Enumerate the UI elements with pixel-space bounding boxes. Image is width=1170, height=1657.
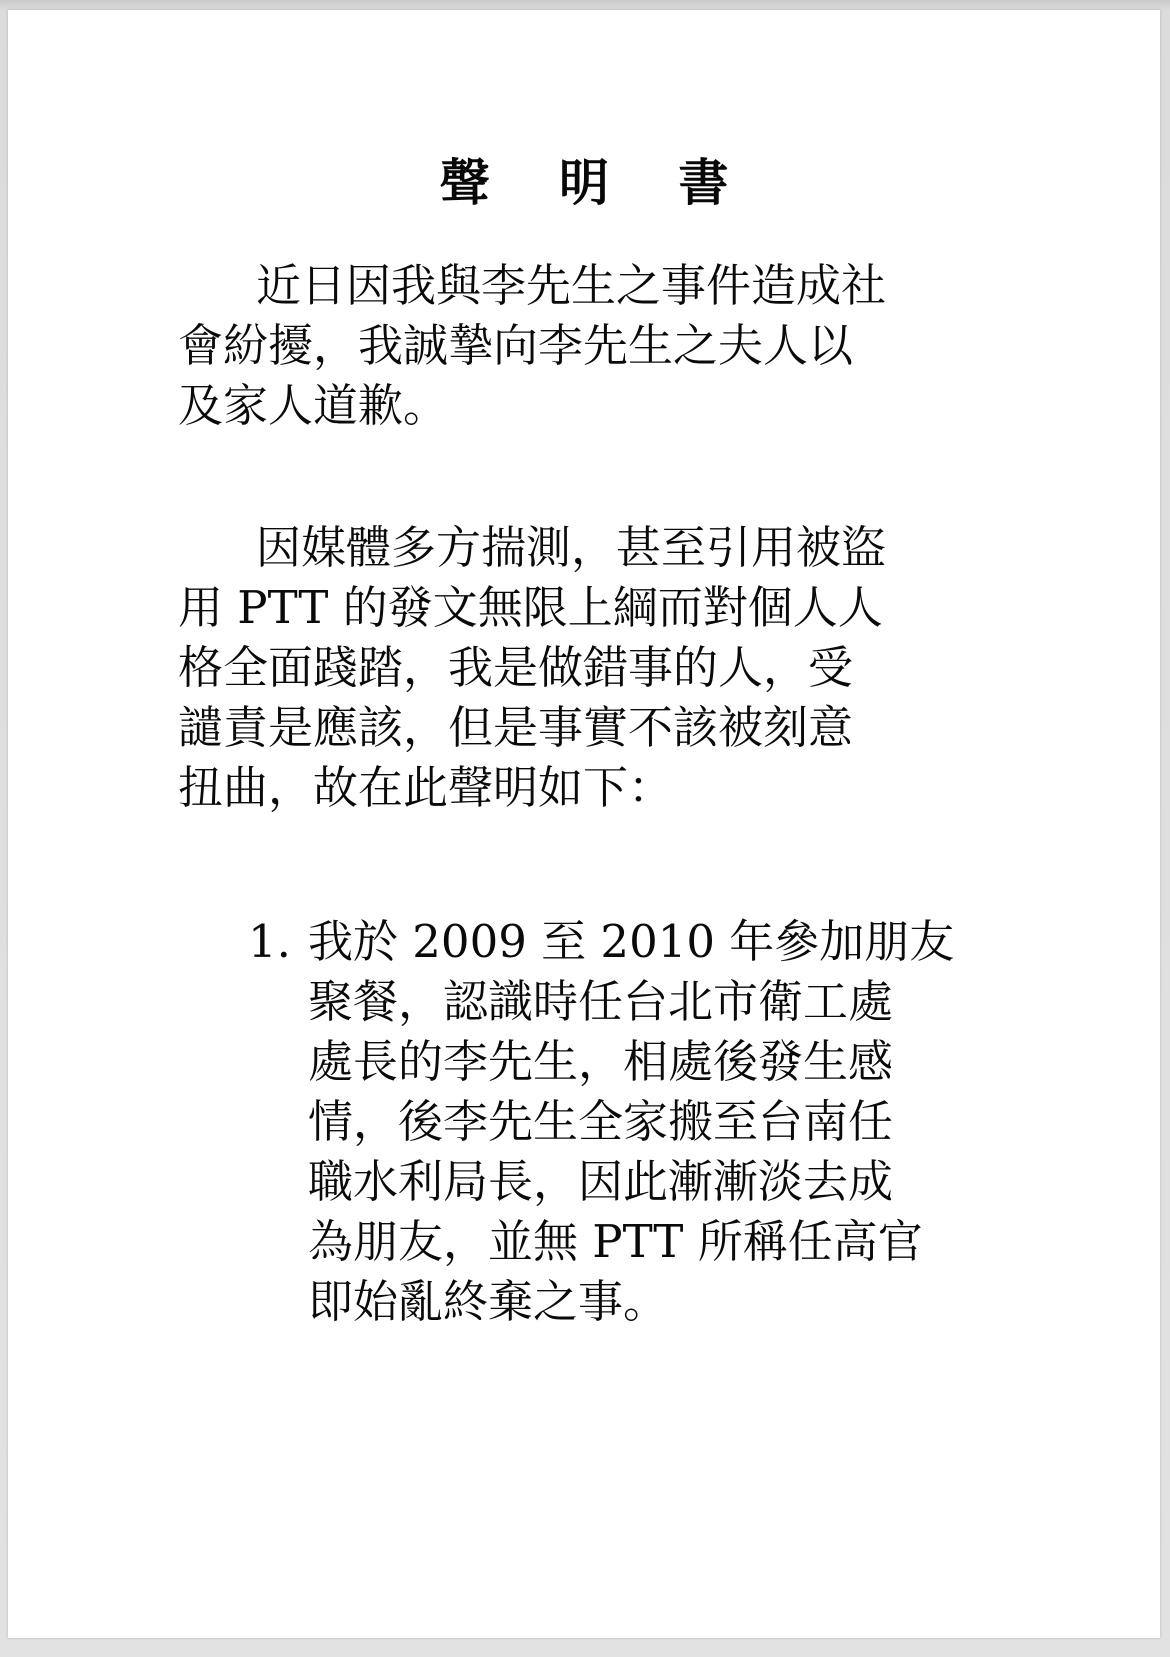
paragraph-line: 用 PTT 的發文無限上綱而對個人人	[178, 581, 883, 634]
list-item-marker: 1.	[248, 915, 291, 968]
paragraph-line: 扭曲，故在此聲明如下：	[178, 761, 674, 814]
paragraph-line: 格全面踐踏，我是做錯事的人，受	[178, 641, 854, 694]
paragraph-line: 譴責是應該，但是事實不該被刻意	[178, 701, 854, 754]
list-item-line: 為朋友，並無 PTT 所稱任高官	[308, 1215, 923, 1268]
paragraph-line: 因媒體多方揣測，甚至引用被盜	[256, 521, 887, 574]
paragraph-line: 及家人道歉。	[178, 379, 449, 432]
list-item-line: 聚餐，認識時任台北市衛工處	[308, 975, 894, 1028]
list-item-line: 即始亂終棄之事。	[308, 1275, 669, 1328]
paragraph-line: 會紛擾，我誠摯向李先生之夫人以	[178, 319, 854, 372]
document-body	[8, 10, 1160, 1638]
paragraph-line: 近日因我與李先生之事件造成社	[256, 259, 887, 312]
list-item-line: 處長的李先生，相處後發生感	[308, 1035, 894, 1088]
list-item-line: 情，後李先生全家搬至台南任	[308, 1095, 894, 1148]
list-item-line: 我於 2009 至 2010 年參加朋友	[308, 915, 955, 968]
page-title: 聲 明 書	[439, 153, 755, 212]
list-item-line: 職水利局長，因此漸漸淡去成	[308, 1155, 894, 1208]
document-page	[8, 10, 1160, 1638]
